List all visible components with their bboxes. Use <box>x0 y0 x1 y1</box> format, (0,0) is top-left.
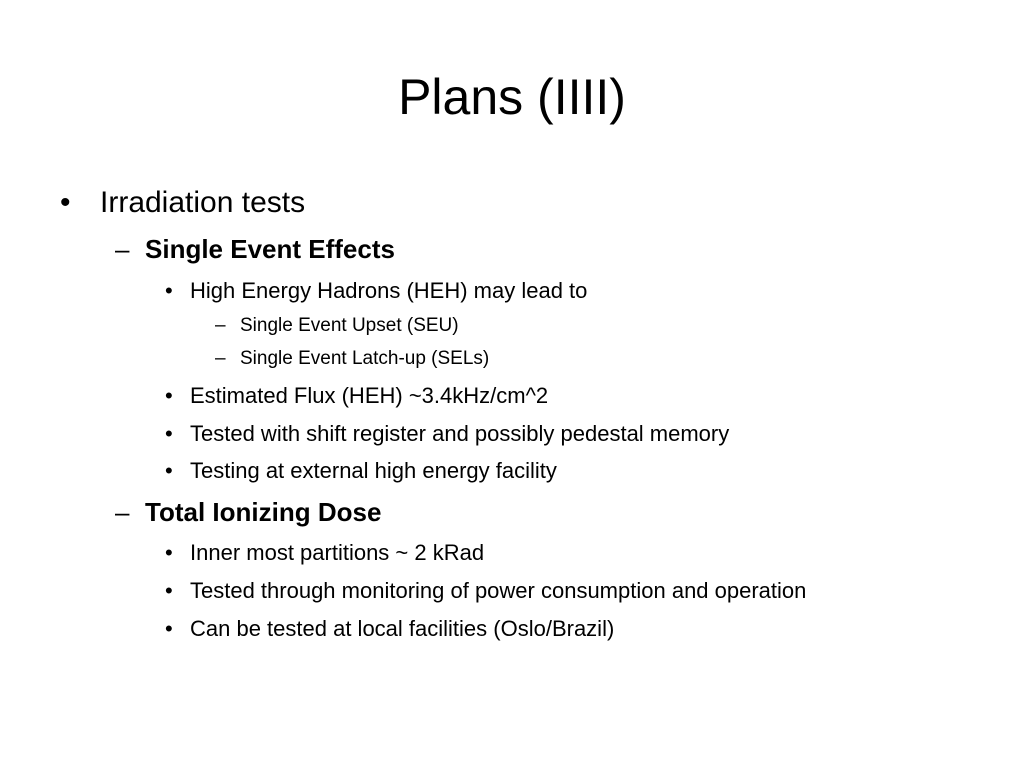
bullet-irradiation-tests: Irradiation tests <box>100 186 306 219</box>
bullet-marker: • <box>165 278 173 303</box>
dash-marker: – <box>215 315 226 336</box>
bullet-local-facilities: Can be tested at local facilities (Oslo/Brazil) <box>190 616 615 641</box>
bullet-heh: High Energy Hadrons (HEH) may lead to <box>190 278 588 303</box>
bullet-shift-register: Tested with shift register and possibly pedestal memory <box>190 421 730 446</box>
bullet-marker: • <box>165 578 173 603</box>
bullet-marker: • <box>165 383 173 408</box>
dash-marker: – <box>115 497 130 527</box>
slide-title: Plans (IIII) <box>398 69 626 125</box>
bullet-power-monitoring: Tested through monitoring of power consumption and operation <box>190 578 807 603</box>
bullet-flux: Estimated Flux (HEH) ~3.4kHz/cm^2 <box>190 383 549 408</box>
subheading-single-event-effects: Single Event Effects <box>145 234 395 264</box>
bullet-external-facility: Testing at external high energy facility <box>190 458 557 483</box>
bullet-marker: • <box>60 186 71 219</box>
bullet-marker: • <box>165 540 173 565</box>
bullet-partitions: Inner most partitions ~ 2 kRad <box>190 540 485 565</box>
dash-marker: – <box>115 234 130 264</box>
bullet-sel: Single Event Latch-up (SELs) <box>240 348 490 369</box>
bullet-marker: • <box>165 616 173 641</box>
bullet-marker: • <box>165 458 173 483</box>
subheading-total-ionizing-dose: Total Ionizing Dose <box>145 497 382 527</box>
dash-marker: – <box>215 348 226 369</box>
bullet-seu: Single Event Upset (SEU) <box>240 315 459 336</box>
bullet-marker: • <box>165 421 173 446</box>
